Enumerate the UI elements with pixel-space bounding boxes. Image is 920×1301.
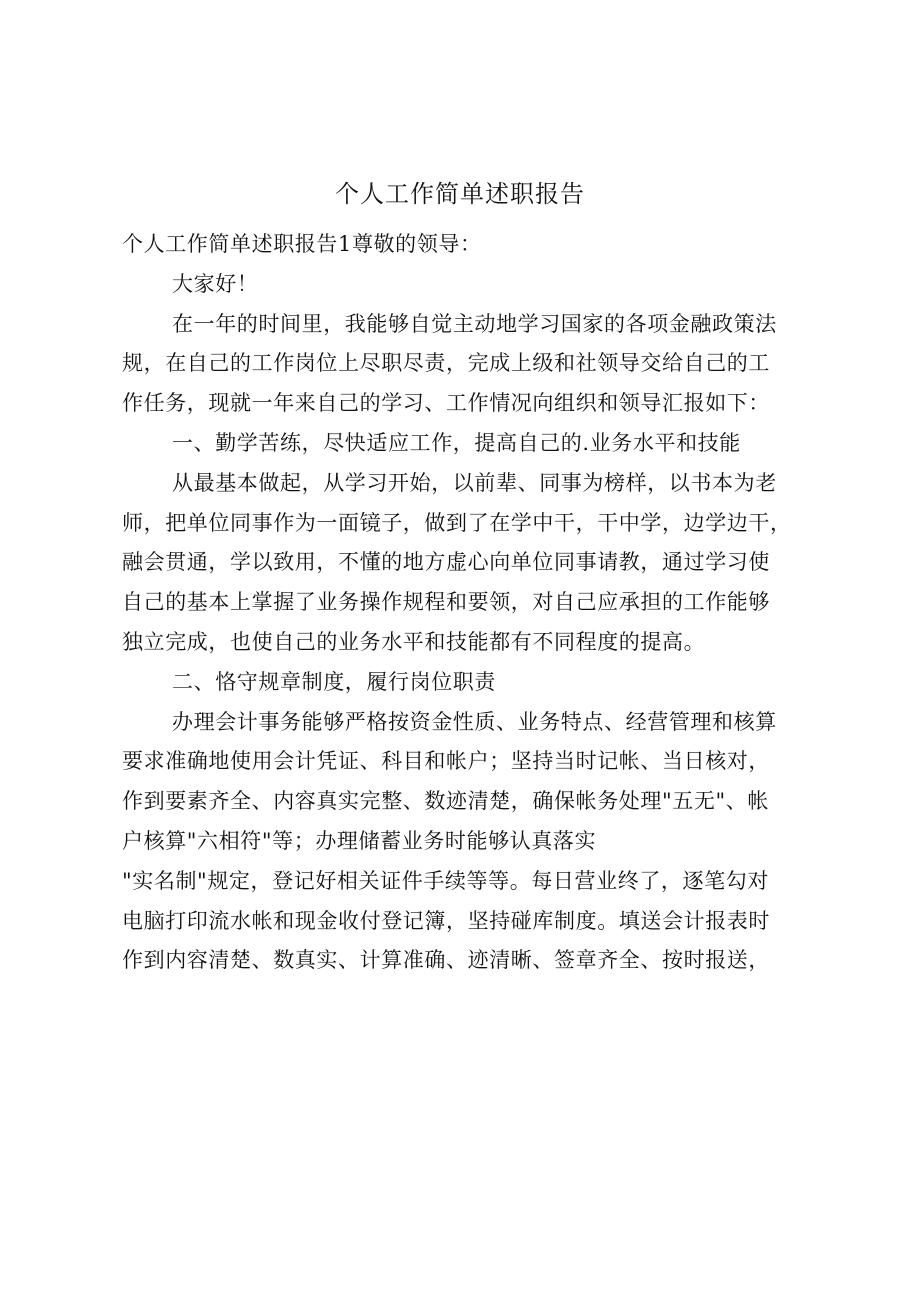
body-line: 独立完成，也使自己的业务水平和技能都有不同程度的提高。 — [122, 629, 706, 654]
body-line: 从最基本做起，从学习开始，以前辈、同事为榜样，以书本为老 — [172, 470, 777, 495]
body-line: 大家好！ — [172, 271, 259, 296]
document-title: 个人工作简单述职报告 — [335, 180, 585, 208]
body-line: 规，在自己的工作岗位上尽职尽责，完成上级和社领导交给自己的工 — [122, 351, 770, 376]
body-line: 一、勤学苦练，尽快适应工作，提高自己的.业务水平和技能 — [172, 430, 741, 455]
body-line: 自己的基本上掌握了业务操作规程和要领，对自己应承担的工作能够 — [122, 590, 770, 615]
body-line: 个人工作简单述职报告1尊敬的领导： — [122, 232, 482, 256]
body-line: 要求准确地使用会计凭证、科目和帐户；坚持当时记帐、当日核对， — [122, 749, 770, 774]
body-line: 融会贯通，学以致用，不懂的地方虚心向单位同事请教，通过学习使 — [122, 550, 770, 575]
document-body — [122, 225, 828, 981]
body-line: "实名制"规定，登记好相关证件手续等等。每日营业终了，逐笔勾对 — [122, 868, 769, 893]
body-line: 作到内容清楚、数真实、计算准确、迹清晰、签章齐全、按时报送， — [122, 948, 770, 973]
body-line: 办理会计事务能够严格按资金性质、业务特点、经营管理和核算 — [172, 709, 777, 734]
body-line: 在一年的时间里，我能够自觉主动地学习国家的各项金融政策法 — [172, 311, 777, 336]
body-line: 电脑打印流水帐和现金收付登记簿，坚持碰库制度。填送会计报表时 — [122, 908, 770, 933]
body-line: 作到要素齐全、内容真实完整、数迹清楚，确保帐务处理"五无"、帐 — [122, 789, 769, 814]
body-line: 户核算"六相符"等；办理储蓄业务时能够认真落实 — [122, 828, 597, 853]
body-line: 二、恪守规章制度，履行岗位职责 — [172, 669, 496, 694]
body-line: 作任务，现就一年来自己的学习、工作情况向组织和领导汇报如下： — [122, 391, 770, 416]
body-line: 师，把单位同事作为一面镜子，做到了在学中干，干中学，边学边干， — [122, 510, 792, 535]
